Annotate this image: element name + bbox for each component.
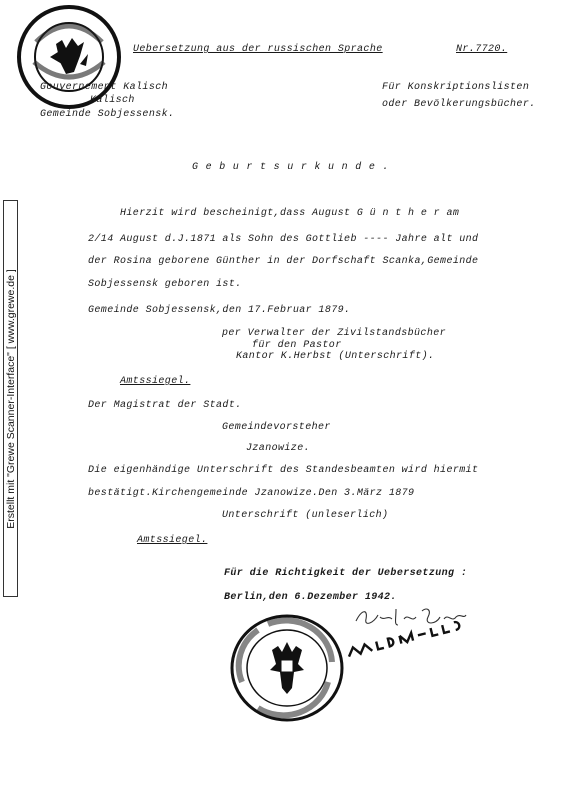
purpose-line-1: Für Konskriptionslisten [382,82,530,93]
unleserlich-line: Unterschrift (unleserlich) [222,510,389,521]
scanner-credit-band [3,200,18,597]
official-line-2: für den Pastor [252,340,342,351]
scanner-credit-text: Erstellt mit "Grewe Scanner-Interface" [ www.grewe.de ] [4,268,17,529]
body-line-3: der Rosina geborene Günther in der Dorfschaft Scanka,Gemeinde [88,256,479,267]
purpose-line-2: oder Bevölkerungsbücher. [382,99,536,110]
official-line-1: per Verwalter der Zivilstandsbücher [222,328,447,339]
bottom-round-stamp [228,612,346,724]
magistrat-line: Der Magistrat der Stadt. [88,400,242,411]
official-line-3: Kantor K.Herbst (Unterschrift). [236,351,435,362]
confirm-line-1: Die eigenhändige Unterschrift des Standesbeamten wird hiermit [88,465,479,476]
body-line-2: 2/14 August d.J.1871 als Sohn des Gottlieb ---- Jahre alt und [88,234,479,245]
translator-title-stamp [342,612,472,662]
document-number: Nr.7720. [456,44,508,55]
body-line-1: Hierzit wird bescheinigt,dass August G ü n t h e r am [120,208,460,219]
gouvernement-line: Gouvernement Kalisch [40,82,169,93]
seal-label-1: Amtssiegel. [120,376,191,387]
town-line: Jzanowize. [246,443,311,454]
vorsteher-line: Gemeindevorsteher [222,422,331,433]
document-title: G e b u r t s u r k u n d e . [192,162,390,173]
seal-label-2: Amtssiegel. [137,535,208,546]
translation-note: Uebersetzung aus der russischen Sprache [133,44,383,55]
gemeinde-line: Gemeinde Sobjessensk. [40,109,175,120]
kreis-line: Kalisch [90,95,135,106]
issue-date-line: Gemeinde Sobjessensk,den 17.Februar 1879. [88,305,351,316]
body-line-4: Sobjessensk geboren ist. [88,279,242,290]
correctness-line: Für die Richtigkeit der Uebersetzung : [224,568,468,579]
place-date-line: Berlin,den 6.Dezember 1942. [224,592,397,603]
confirm-line-2: bestätigt.Kirchengemeinde Jzanowize.Den 3.März 1879 [88,488,415,499]
